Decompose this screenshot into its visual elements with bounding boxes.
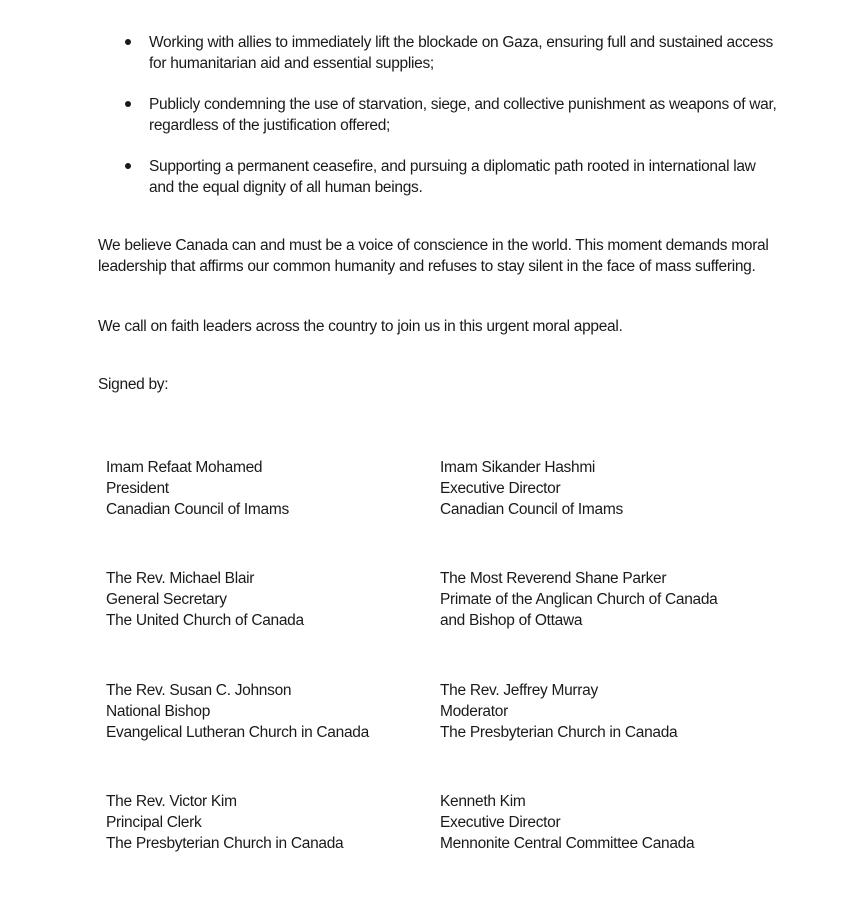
bullet-item	[122, 32, 782, 74]
bullet-icon	[125, 163, 131, 169]
signatory-block	[106, 568, 304, 631]
signatory-block	[106, 791, 343, 854]
signatory-block	[106, 680, 369, 743]
signatory-block	[440, 791, 694, 854]
signatory-block	[106, 457, 289, 520]
signatory-name: The Most Reverend Shane Parker	[440, 570, 667, 587]
signatory-organization: The Presbyterian Church in Canada	[440, 724, 678, 741]
bullet-text: Publicly condemning the use of starvation, siege, and collective punishment as weapons of war, regardless of the justification offered;	[149, 96, 777, 134]
signatory-title: National Bishop	[106, 703, 211, 720]
signatory-organization: Evangelical Lutheran Church in Canada	[106, 724, 369, 741]
signatory-organization: Canadian Council of Imams	[440, 501, 623, 518]
signatory-title: Moderator	[440, 703, 508, 720]
signatory-organization: The United Church of Canada	[106, 612, 304, 629]
signatory-name: The Rev. Victor Kim	[106, 793, 237, 810]
signatory-block	[440, 568, 718, 631]
signatory-name: The Rev. Jeffrey Murray	[440, 682, 598, 699]
conscience-paragraph: We believe Canada can and must be a voice of conscience in the world. This moment demands moral leadership that affirms our common humanity and refuses to stay silent in the face of mass suffering.	[98, 237, 769, 275]
call-to-action-paragraph: We call on faith leaders across the country to join us in this urgent moral appeal.	[98, 318, 623, 335]
bullet-item	[122, 156, 782, 198]
signatory-name: Imam Sikander Hashmi	[440, 459, 596, 476]
signatory-organization: and Bishop of Ottawa	[440, 612, 583, 629]
bullet-text: Supporting a permanent ceasefire, and pursuing a diplomatic path rooted in international law and the equal dignity of all human beings.	[149, 158, 756, 196]
signed-by-label: Signed by:	[98, 376, 169, 393]
bullet-icon	[125, 101, 131, 107]
signatory-name: The Rev. Michael Blair	[106, 570, 255, 587]
demands-bullet-list	[122, 32, 782, 218]
bullet-item	[122, 94, 782, 136]
signatory-title: General Secretary	[106, 591, 227, 608]
signatory-name: Imam Refaat Mohamed	[106, 459, 263, 476]
signatory-title: Executive Director	[440, 480, 561, 497]
signatory-block	[440, 457, 623, 520]
signatory-name: Kenneth Kim	[440, 793, 526, 810]
signatory-name: The Rev. Susan C. Johnson	[106, 682, 292, 699]
signatory-organization: Canadian Council of Imams	[106, 501, 289, 518]
bullet-icon	[125, 39, 131, 45]
signatory-title: Executive Director	[440, 814, 561, 831]
signatory-title: President	[106, 480, 169, 497]
signatory-block	[440, 680, 677, 743]
signatory-title: Principal Clerk	[106, 814, 202, 831]
bullet-text: Working with allies to immediately lift the blockade on Gaza, ensuring full and sustained access for humanitarian aid and essential supplies;	[149, 34, 773, 72]
signatory-organization: The Presbyterian Church in Canada	[106, 835, 344, 852]
signatory-title: Primate of the Anglican Church of Canada	[440, 591, 718, 608]
signatory-organization: Mennonite Central Committee Canada	[440, 835, 695, 852]
